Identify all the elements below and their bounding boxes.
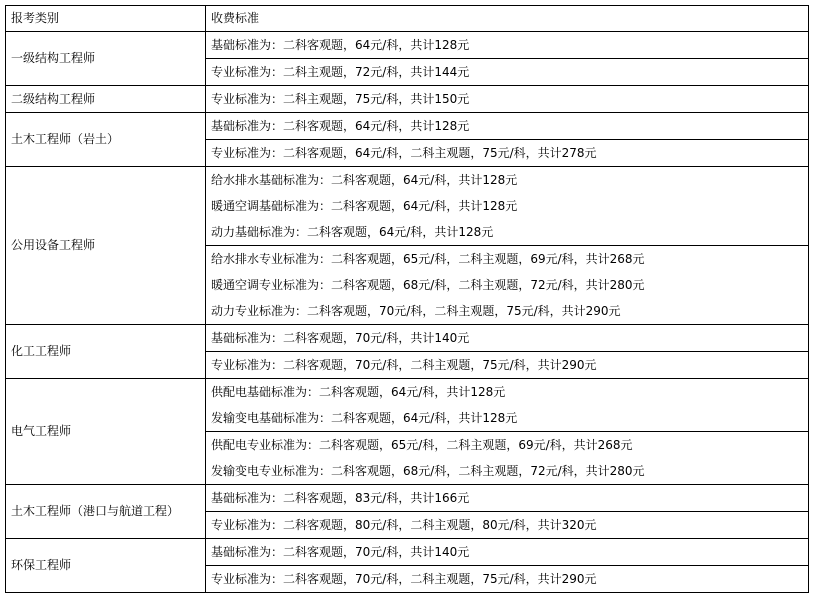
fee-line: 专业标准为：二科客观题，80元/科，二科主观题，80元/科，共计320元 <box>211 518 597 532</box>
fee-line: 基础标准为：二科客观题，83元/科，共计166元 <box>211 491 470 505</box>
fee-line: 基础标准为：二科客观题，64元/科，共计128元 <box>211 119 470 133</box>
table-row <box>6 167 809 246</box>
fee-line: 发输变电基础标准为：二科客观题，64元/科，共计128元 <box>211 411 518 425</box>
table-row <box>6 379 809 432</box>
category-cell: 环保工程师 <box>6 539 206 593</box>
fee-line: 专业标准为：二科客观题，70元/科，二科主观题，75元/科，共计290元 <box>211 572 597 586</box>
table-row <box>6 86 809 113</box>
fee-line: 基础标准为：二科客观题，64元/科，共计128元 <box>211 38 470 52</box>
fee-table-body <box>6 6 809 593</box>
fee-cell <box>206 566 809 593</box>
fee-line: 发输变电专业标准为：二科客观题，68元/科，二科主观题，72元/科，共计280元 <box>211 464 645 478</box>
fee-cell <box>206 59 809 86</box>
category-cell: 化工工程师 <box>6 325 206 379</box>
fee-table <box>5 5 809 593</box>
header-fees: 收费标准 <box>206 6 809 32</box>
fee-cell <box>206 539 809 566</box>
fee-cell <box>206 113 809 140</box>
category-cell: 公用设备工程师 <box>6 167 206 325</box>
table-row <box>6 113 809 140</box>
fee-line: 动力专业标准为：二科客观题，70元/科，二科主观题，75元/科，共计290元 <box>211 304 621 318</box>
fee-cell <box>206 485 809 512</box>
category-cell: 一级结构工程师 <box>6 32 206 86</box>
fee-cell <box>206 352 809 379</box>
header-row <box>6 6 809 32</box>
fee-line: 暖通空调专业标准为：二科客观题，68元/科，二科主观题，72元/科，共计280元 <box>211 278 645 292</box>
fee-cell <box>206 512 809 539</box>
fee-line: 专业标准为：二科主观题，72元/科，共计144元 <box>211 65 470 79</box>
fee-cell <box>206 246 809 325</box>
table-row <box>6 325 809 352</box>
category-cell: 二级结构工程师 <box>6 86 206 113</box>
fee-line: 给水排水专业标准为：二科客观题，65元/科，二科主观题，69元/科，共计268元 <box>211 252 645 266</box>
category-cell: 土木工程师（港口与航道工程） <box>6 485 206 539</box>
fee-cell <box>206 379 809 432</box>
fee-line: 专业标准为：二科主观题，75元/科，共计150元 <box>211 92 470 106</box>
fee-cell <box>206 432 809 485</box>
fee-line: 基础标准为：二科客观题，70元/科，共计140元 <box>211 331 470 345</box>
fee-cell <box>206 325 809 352</box>
fee-line: 供配电基础标准为：二科客观题，64元/科，共计128元 <box>211 385 506 399</box>
fee-line: 供配电专业标准为：二科客观题，65元/科，二科主观题，69元/科，共计268元 <box>211 438 633 452</box>
category-cell: 电气工程师 <box>6 379 206 485</box>
fee-cell <box>206 140 809 167</box>
fee-line: 暖通空调基础标准为：二科客观题，64元/科，共计128元 <box>211 199 518 213</box>
table-row <box>6 539 809 566</box>
fee-line: 专业标准为：二科客观题，64元/科，二科主观题，75元/科，共计278元 <box>211 146 597 160</box>
fee-line: 专业标准为：二科客观题，70元/科，二科主观题，75元/科，共计290元 <box>211 358 597 372</box>
fee-line: 动力基础标准为：二科客观题，64元/科，共计128元 <box>211 225 494 239</box>
fee-line: 给水排水基础标准为：二科客观题，64元/科，共计128元 <box>211 173 518 187</box>
fee-cell <box>206 32 809 59</box>
table-row <box>6 32 809 59</box>
table-row <box>6 485 809 512</box>
fee-cell <box>206 86 809 113</box>
category-cell: 土木工程师（岩土） <box>6 113 206 167</box>
fee-cell <box>206 167 809 246</box>
fee-line: 基础标准为：二科客观题，70元/科，共计140元 <box>211 545 470 559</box>
header-category: 报考类别 <box>6 6 206 32</box>
